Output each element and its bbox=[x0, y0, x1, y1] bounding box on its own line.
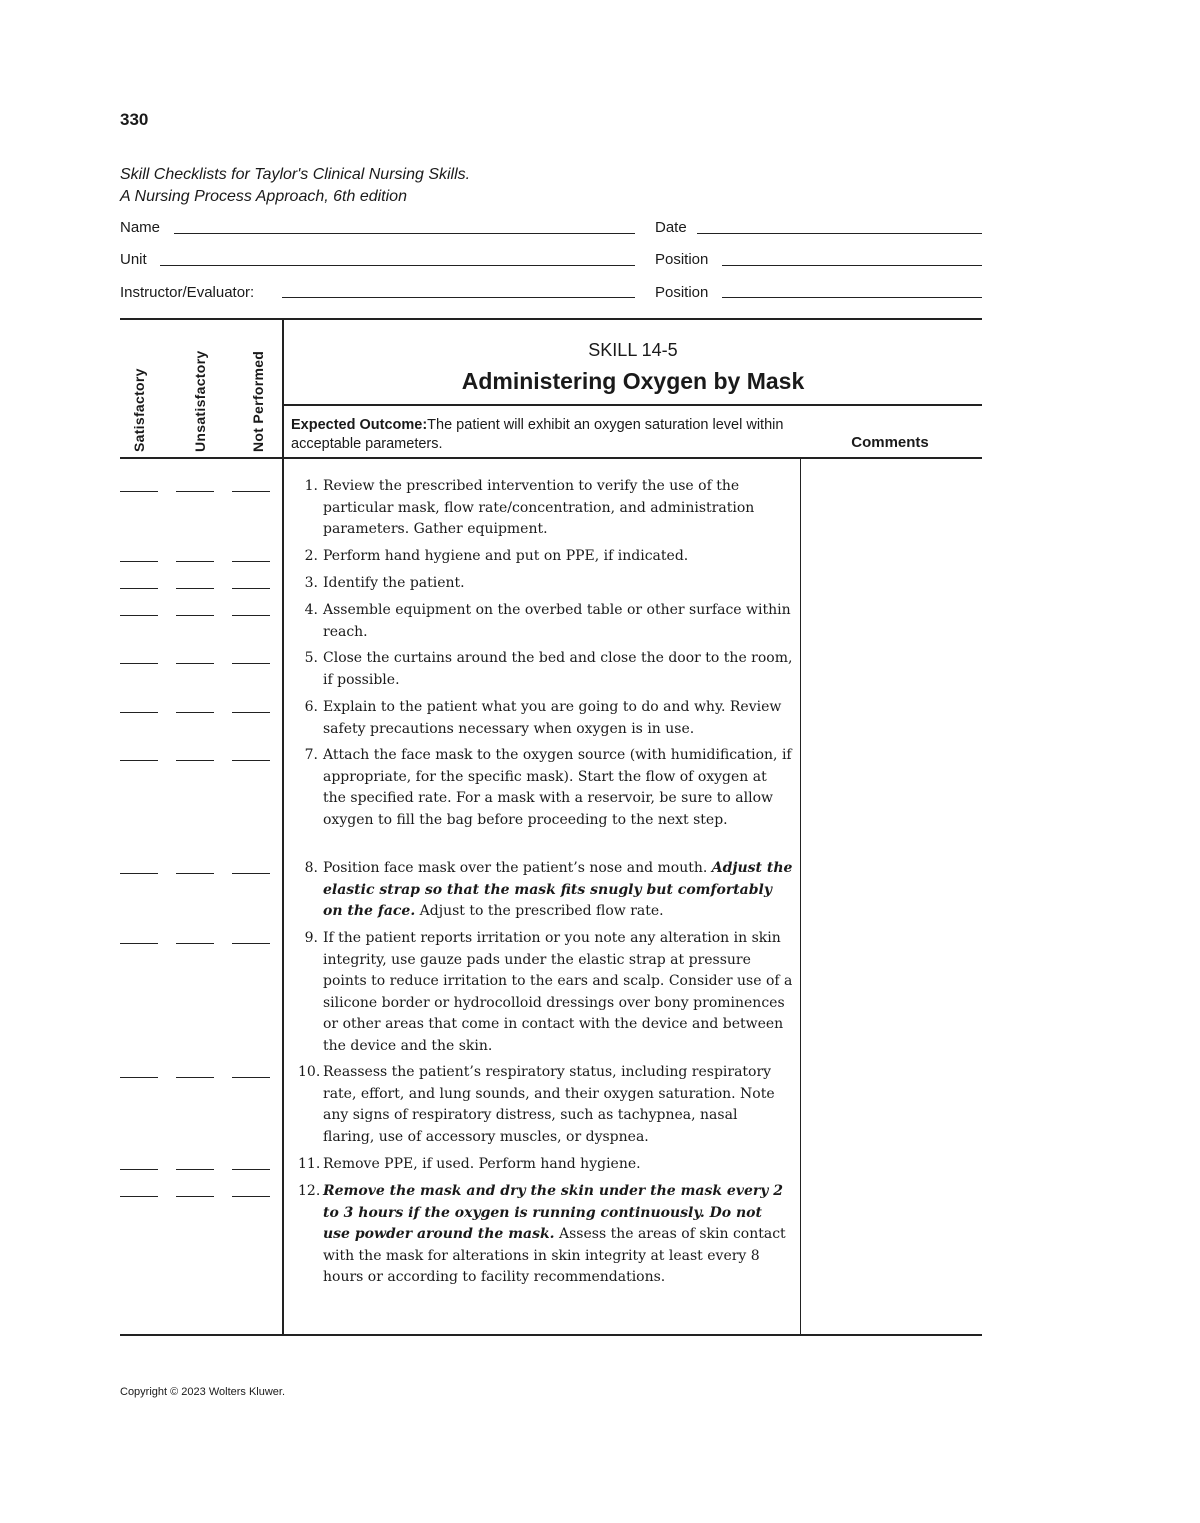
step-number: 7. bbox=[304, 747, 318, 763]
step-text: Explain to the patient what you are going to do and why. Review safety precautions necessary when oxygen is in use. bbox=[323, 699, 782, 737]
step-number: 8. bbox=[304, 860, 318, 876]
satisfactory-blank[interactable] bbox=[120, 1169, 158, 1170]
step-number: 6. bbox=[304, 699, 318, 715]
book-title-line-1: Skill Checklists for Taylor's Clinical Nursing Skills. bbox=[120, 166, 471, 183]
header-bottom-rule bbox=[120, 457, 982, 459]
satisfactory-blank[interactable] bbox=[120, 873, 158, 874]
satisfactory-blank[interactable] bbox=[120, 491, 158, 492]
step-text: Perform hand hygiene and put on PPE, if indicated. bbox=[323, 548, 689, 564]
table-left-divider bbox=[282, 320, 284, 1336]
satisfactory-blank[interactable] bbox=[120, 712, 158, 713]
satisfactory-blank[interactable] bbox=[120, 1196, 158, 1197]
satisfactory-blank[interactable] bbox=[120, 1077, 158, 1078]
checklist-step bbox=[298, 1154, 793, 1176]
step-text: Close the curtains around the bed and close the door to the room, if possible. bbox=[323, 650, 793, 688]
position-field-2[interactable] bbox=[722, 297, 982, 298]
skill-number: SKILL 14-5 bbox=[588, 340, 678, 360]
satisfactory-blank[interactable] bbox=[120, 760, 158, 761]
unsatisfactory-blank[interactable] bbox=[176, 1169, 214, 1170]
unsatisfactory-blank[interactable] bbox=[176, 760, 214, 761]
step-text-plain: Adjust to the prescribed flow rate. bbox=[415, 903, 664, 919]
step-text: Attach the face mask to the oxygen source (with humidification, if appropriate, for the specific mask). Start the flow of oxygen at the specified rate. For a mask with a reservoir, be sure to allow oxygen to fill the bag before proceeding to the next step. bbox=[323, 747, 792, 828]
not-performed-blank[interactable] bbox=[232, 588, 270, 589]
not-performed-blank[interactable] bbox=[232, 663, 270, 664]
step-text: Identify the patient. bbox=[323, 575, 465, 591]
step-text-emphasis: Remove the mask and dry the skin under the mask every 2 to 3 hours if the oxygen is running continuously. Do not use powder around the mask. bbox=[323, 1183, 783, 1242]
comments-header: Comments bbox=[851, 434, 929, 451]
title-bottom-rule bbox=[284, 404, 982, 406]
unsatisfactory-blank[interactable] bbox=[176, 712, 214, 713]
unsatisfactory-blank[interactable] bbox=[176, 491, 214, 492]
not-performed-blank[interactable] bbox=[232, 1077, 270, 1078]
name-field[interactable] bbox=[174, 233, 635, 234]
checklist-step bbox=[298, 745, 793, 831]
satisfactory-blank[interactable] bbox=[120, 588, 158, 589]
not-performed-blank[interactable] bbox=[232, 943, 270, 944]
position-label-2: Position bbox=[655, 284, 709, 301]
step-text bbox=[323, 1181, 793, 1289]
step-text bbox=[323, 858, 793, 923]
not-performed-blank[interactable] bbox=[232, 1196, 270, 1197]
step-text-plain: Position face mask over the patient’s nose and mouth. bbox=[323, 860, 712, 876]
date-label: Date bbox=[655, 219, 687, 236]
checklist-step bbox=[298, 648, 793, 691]
checklist-step bbox=[298, 858, 793, 923]
unsatisfactory-blank[interactable] bbox=[176, 561, 214, 562]
not-performed-blank[interactable] bbox=[232, 760, 270, 761]
date-field[interactable] bbox=[697, 233, 982, 234]
satisfactory-blank[interactable] bbox=[120, 663, 158, 664]
step-number: 4. bbox=[304, 602, 318, 618]
unsatisfactory-blank[interactable] bbox=[176, 663, 214, 664]
satisfactory-blank[interactable] bbox=[120, 943, 158, 944]
checklist-step bbox=[298, 1062, 793, 1148]
satisfactory-blank[interactable] bbox=[120, 561, 158, 562]
checklist-step bbox=[298, 546, 793, 568]
expected-outcome bbox=[291, 416, 801, 454]
table-bottom-rule bbox=[120, 1334, 982, 1336]
not-performed-blank[interactable] bbox=[232, 873, 270, 874]
unsatisfactory-blank[interactable] bbox=[176, 615, 214, 616]
unsatisfactory-blank[interactable] bbox=[176, 588, 214, 589]
checklist-step bbox=[298, 928, 793, 1057]
book-title-line-2: A Nursing Process Approach, 6th edition bbox=[120, 188, 407, 205]
not-performed-blank[interactable] bbox=[232, 491, 270, 492]
step-number: 10. bbox=[298, 1064, 321, 1080]
copyright: Copyright © 2023 Wolters Kluwer. bbox=[120, 1386, 286, 1398]
step-number: 1. bbox=[304, 478, 318, 494]
column-unsatisfactory: Unsatisfactory bbox=[192, 350, 208, 452]
satisfactory-blank[interactable] bbox=[120, 615, 158, 616]
step-text-emphasis: Adjust the elastic strap so that the mask fits snugly but comfortably on the face. bbox=[323, 860, 793, 919]
instructor-label: Instructor/Evaluator: bbox=[120, 284, 255, 301]
step-text: Review the prescribed intervention to verify the use of the particular mask, flow rate/concentration, and administration parameters. Gather equipment. bbox=[323, 478, 755, 537]
table-top-rule bbox=[120, 318, 982, 320]
unsatisfactory-blank[interactable] bbox=[176, 943, 214, 944]
unit-field[interactable] bbox=[160, 265, 635, 266]
column-not-performed: Not Performed bbox=[250, 350, 266, 452]
step-number: 12. bbox=[298, 1183, 321, 1199]
step-number: 3. bbox=[304, 575, 318, 591]
step-text: Remove PPE, if used. Perform hand hygiene. bbox=[323, 1156, 641, 1172]
expected-outcome-label: Expected Outcome: bbox=[291, 417, 428, 433]
column-satisfactory: Satisfactory bbox=[131, 368, 147, 452]
checklist-step bbox=[298, 476, 793, 541]
not-performed-blank[interactable] bbox=[232, 561, 270, 562]
not-performed-blank[interactable] bbox=[232, 1169, 270, 1170]
position-field-1[interactable] bbox=[722, 265, 982, 266]
checklist-step bbox=[298, 1181, 793, 1289]
comments-divider bbox=[800, 459, 801, 1336]
not-performed-blank[interactable] bbox=[232, 712, 270, 713]
step-text: If the patient reports irritation or you note any alteration in skin integrity, use gauze pads under the elastic strap at pressure points to reduce irritation to the ears and scalp. Consider use of a silicone border or hydrocolloid dressings over bony prominences or other areas that come in contact with the device and between the device and the skin. bbox=[323, 930, 793, 1054]
step-text-plain: Assess the areas of skin contact with the mask for alterations in skin integrity at least every 8 hours or according to facility recommendations. bbox=[323, 1226, 786, 1285]
unsatisfactory-blank[interactable] bbox=[176, 1196, 214, 1197]
position-label-1: Position bbox=[655, 251, 709, 268]
page-number: 330 bbox=[120, 110, 149, 129]
name-label: Name bbox=[120, 219, 161, 236]
step-number: 9. bbox=[304, 930, 318, 946]
checklist-step bbox=[298, 697, 793, 740]
step-text: Reassess the patient’s respiratory status, including respiratory rate, effort, and lung sounds, and their oxygen saturation. Note any signs of respiratory distress, such as tachypnea, nasal flaring, use of accessory muscles, or dyspnea. bbox=[323, 1064, 775, 1145]
book-title bbox=[120, 164, 470, 208]
not-performed-blank[interactable] bbox=[232, 615, 270, 616]
unit-label: Unit bbox=[120, 251, 147, 268]
step-number: 2. bbox=[304, 548, 318, 564]
checklist-step bbox=[298, 600, 793, 643]
unsatisfactory-blank[interactable] bbox=[176, 1077, 214, 1078]
step-number: 5. bbox=[304, 650, 318, 666]
step-number: 11. bbox=[298, 1156, 321, 1172]
expected-outcome-text: The patient will exhibit an oxygen saturation level within acceptable parameters. bbox=[291, 417, 784, 452]
checklist-step bbox=[298, 573, 793, 595]
step-text: Assemble equipment on the overbed table or other surface within reach. bbox=[323, 602, 791, 640]
skill-title: Administering Oxygen by Mask bbox=[461, 368, 805, 394]
instructor-field[interactable] bbox=[282, 297, 635, 298]
unsatisfactory-blank[interactable] bbox=[176, 873, 214, 874]
